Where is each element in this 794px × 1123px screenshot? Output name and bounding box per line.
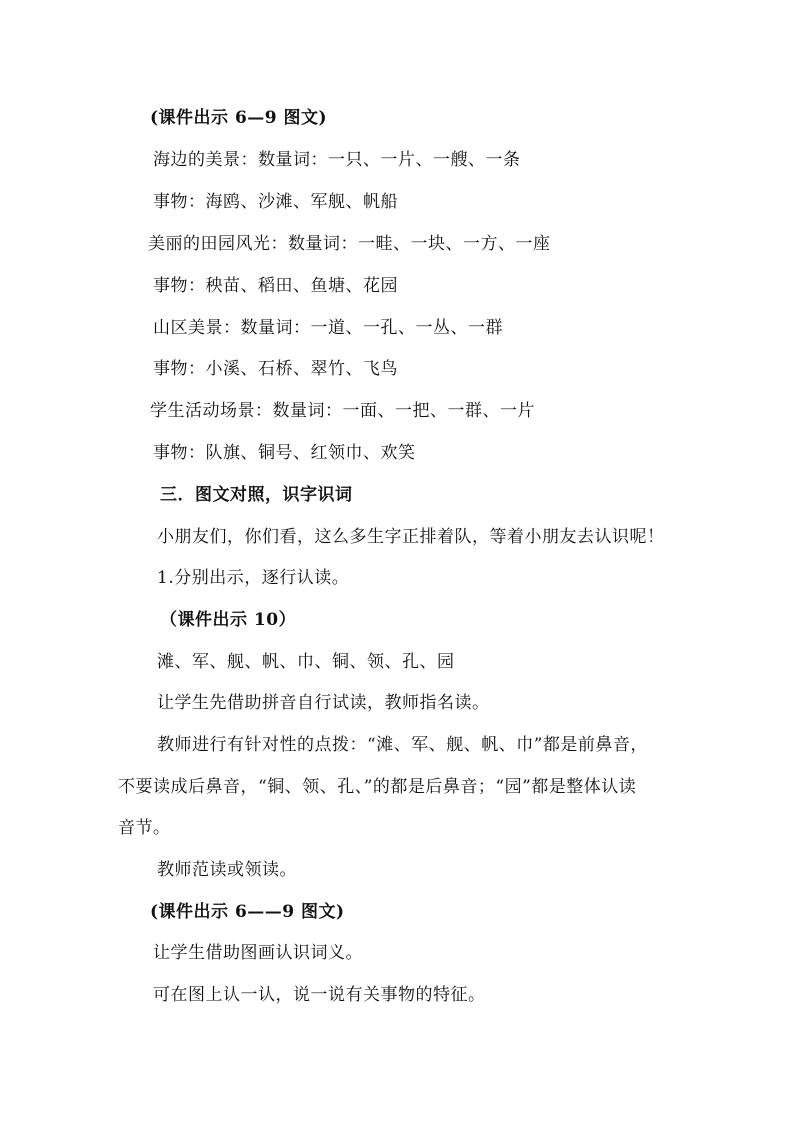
courseware-note-3: (课件出示 6——9 图文)	[150, 902, 345, 922]
seaside-things: 事物：海鸥、沙滩、军舰、帆船	[153, 192, 398, 212]
seaside-quantifiers: 海边的美景：数量词：一只、一片、一艘、一条	[153, 150, 521, 170]
character-list: 滩、军、舰、帆、巾、铜、领、孔、园	[157, 652, 455, 672]
mountain-quantifiers: 山区美景：数量词：一道、一孔、一丛、一群	[153, 318, 503, 338]
courseware-note-2: （课件出示 10）	[160, 610, 297, 630]
intro-sentence: 小朋友们，你们看，这么多生字正排着队，等着小朋友去认识呢！	[157, 527, 665, 547]
countryside-quantifiers: 美丽的田园风光：数量词：一畦、一块、一方、一座	[148, 234, 551, 254]
teacher-guidance-line-1: 教师进行有针对性的点拨：“滩、军、舰、帆、巾”都是前鼻音，	[157, 735, 648, 755]
teacher-model-reading: 教师范读或领读。	[157, 860, 297, 880]
mountain-things: 事物：小溪、石桥、翠竹、飞鸟	[153, 359, 398, 379]
teacher-guidance-line-3: 音节。	[118, 818, 171, 838]
student-activity-quantifiers: 学生活动场景：数量词：一面、一把、一群、一片	[150, 401, 535, 421]
describe-features: 可在图上认一认，说一说有关事物的特征。	[153, 985, 486, 1005]
teacher-guidance-line-2: 不要读成后鼻音，“铜、领、孔、”的都是后鼻音；“园”都是整体认读	[118, 777, 637, 797]
picture-word-meaning: 让学生借助图画认识词义。	[153, 943, 363, 963]
countryside-things: 事物：秧苗、稻田、鱼塘、花园	[153, 276, 398, 296]
courseware-note-1: (课件出示 6—9 图文)	[150, 108, 328, 128]
step-1: 1.分别出示，逐行认读。	[157, 568, 350, 588]
student-activity-things: 事物：队旗、铜号、红领巾、欢笑	[153, 443, 416, 463]
section-heading-3: 三．图文对照，识字识词	[160, 485, 353, 505]
pinyin-reading-instruction: 让学生先借助拼音自行试读，教师指名读。	[157, 693, 490, 713]
